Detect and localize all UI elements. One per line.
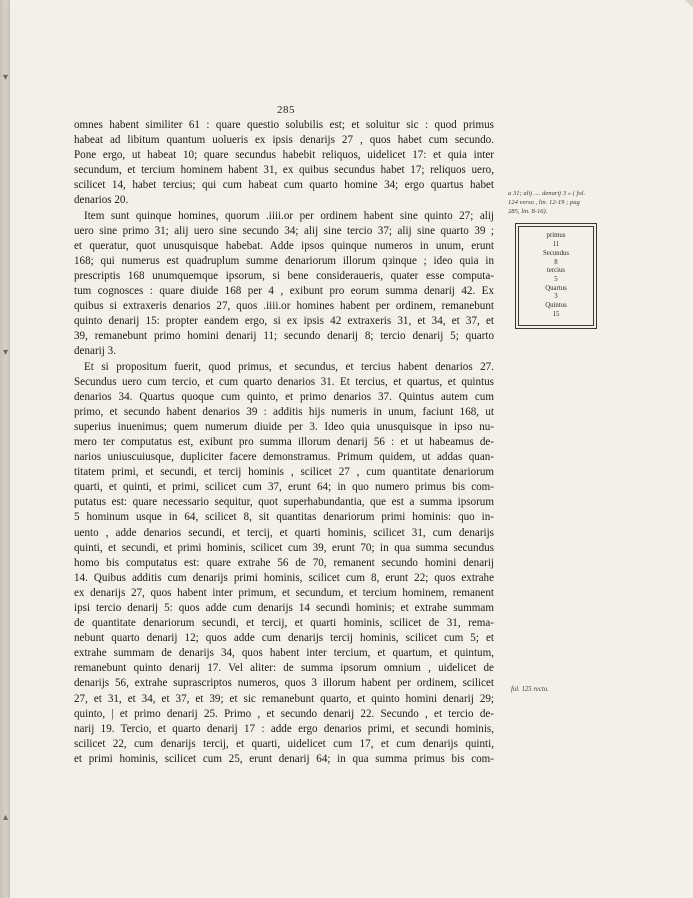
margin-note-line: 124 verso , lin. 12-19 ; pag [508, 199, 580, 207]
text-line: Item sunt quinque homines, quorum .iiii.or per ordinem habent sine quinto 27; alij [84, 209, 494, 222]
margin-summary-list [518, 226, 594, 326]
margin-box-entry: Secundus [542, 249, 570, 257]
text-line: homo bis computatus est: quare extrahe 56 de 70, remanent secundo homini denarij [74, 556, 494, 569]
margin-note-line: 285, lin. 8-16). [508, 208, 548, 216]
binding-arrow-icon: ▴ [3, 812, 9, 823]
text-line: denarijs 56, extrahe suprascriptos numeros, quos 3 illorum habent per ordinem, scilicet [74, 677, 494, 690]
page-edge [0, 0, 10, 898]
margin-box-entry: 8 [554, 258, 558, 266]
text-line: Pone ergo, ut habeat 10; quare secundus habebit reliquos, uidelicet 17: et quia inter [74, 149, 494, 162]
text-line: ex denarijs 27, quos habent inter primum, et secundum, et tercium hominem, remanent [74, 586, 494, 599]
text-line: titatem primi, et secundi, et tercij hominis , scilicet 27 , cum quantitate denariorum [74, 466, 494, 479]
margin-box-entry: Quintus [545, 302, 567, 310]
margin-box-entry: tercius [546, 267, 566, 275]
text-line: narios uniuscuiusque, dupliciter facere demonstramus. Primum quidem, ut addas quan- [74, 451, 494, 464]
text-line: et primi hominis, scilicet cum 25, erunt denarij 64; in qua summa primus bis com- [74, 752, 494, 765]
margin-box-entry: Quartus [545, 284, 567, 292]
text-line: 168; qui numerus est quadruplum summe denariorum illorum qзinque ; ideo quia in [74, 254, 494, 267]
text-line: putatus est: quare necessario sequitur, quot superhabundantia, que est a summa ipsorum [74, 496, 494, 509]
margin-summary-box [515, 223, 597, 329]
body-text [74, 118, 494, 767]
text-line: denarij 3. [74, 345, 116, 358]
margin-box-entry: 3 [554, 293, 558, 301]
folio-note: fol. 125 recto. [511, 686, 549, 693]
text-line: Et si propositum fuerit, quod primus, et secundus, et tercius habent denarios 27. [84, 360, 494, 373]
text-line: scilicet 22, cum denarijs tercij, et quarti, uidelicet cum 17, et cum denarijs quinti, [74, 737, 494, 750]
text-line: denarios 34. Quartus quoque cum quinto, et primo denarios 37. Quintus autem cum [74, 390, 494, 403]
text-line: tum cognosces : quare diuide 168 per 4 , exibunt pro eorum summa denarij 42. Ex [74, 285, 494, 298]
text-line: uento , adde denarios secundi, et tercij, et quarti hominis, scilicet 31, cum denarijs [74, 526, 494, 539]
binding-arrow-icon: ▾ [3, 347, 9, 358]
text-line: 27, et 31, et 34, et 37, et 39; et sic remanebunt quarto, et quinto homini denarij 29; [74, 692, 494, 705]
text-line: de quantitate denariorum secundi, et tercij, et quarti hominis, scilicet de 31, rema- [74, 617, 494, 630]
text-line: primo, et secundo habent denarios 39 : additis hijs numeris in unum, faciunt 168, ut [74, 405, 494, 418]
text-line: omnes habent similiter 61 : quare questio solubilis est; et soluitur sic : quod primus [74, 119, 494, 131]
text-line: quinto, | et primo denarij 25. Primo , et secundo denarij 22. Secundo , et tercio de- [74, 707, 494, 720]
margin-note [508, 189, 618, 217]
text-line: nebunt quarto denarij 12; quos adde cum denarijs tercij hominis, scilicet cum 5; et [74, 632, 494, 645]
text-line: quinti, et secundi, et primi hominis, scilicet cum 39, erunt 70; in qua summa secundus [74, 541, 494, 554]
margin-box-entry: primus [546, 232, 566, 240]
text-line: quinto denarij 15: propter eandem ergo, si ex ipsis 42 extraxeris 31, et 34, et 37, et [74, 315, 494, 328]
text-line: uero sine primo 31; alij uero sine secundo 34; alij sine tercio 37; alij sine quarto 39 ; [74, 224, 494, 237]
margin-box-entry: 11 [552, 241, 560, 249]
text-line: mero ter computatus est, exibunt pro summa illorum denarij 56 : et ut habeamus de- [74, 435, 494, 448]
binding-arrow-icon: ▾ [3, 72, 9, 83]
page-number: 285 [277, 104, 295, 116]
text-line: et queratur, quot unusquisque habebat. Adde ipsos quinque numeros in unum, erunt [74, 239, 494, 252]
text-line: 39, remanebunt primo homini denarij 11; secundo denarij 8; tercio denarij 5; quarto [74, 330, 494, 343]
text-line: Secundus uero cum tercio, et cum quarto denarios 31. Et tercius, et quartus, et quintus [74, 375, 494, 388]
text-line: ipsi tercio denarij 5: quos adde cum denarijs 14 secundi hominis; et extrahe summam [74, 602, 494, 614]
text-line: quarti, et quinti, et primi, scilicet cum 37, erunt 64; in quo numero primus bis com- [74, 481, 494, 494]
text-line: superius inuenimus; quem numerum diuide per 3. Ideo quia unusquisque in ipso nu- [74, 420, 494, 433]
margin-box-entry: 15 [552, 310, 560, 318]
margin-note-line: a 31; alij .... denarij 3 » ( fol. [508, 190, 586, 197]
text-line: remanebunt quinto denarij 17. Vel aliter: de summa ipsorum omnium , uidelicet de [74, 662, 494, 675]
margin-box-entry: 5 [554, 276, 558, 283]
text-line: quibus si extraxeris denarios 27, quos .iiii.or homines habent per ordinem, remanebunt [74, 300, 494, 313]
text-line: scilicet 14, habet tercius; qui cum habeat cum quarto homine 34; ergo quartus habet [74, 179, 494, 192]
text-line: secundum, et tercium hominem habent 31, ex quibus secundus habet 17; reliquos uero, [74, 164, 494, 177]
text-line: narij 19. Tercio, et quarto denarij 17 : adde ergo denarios primi, et secundi hominis, [74, 722, 494, 735]
text-line: 5 hominum usque in 64, scilicet 8, sit quantitas denariorum primi hominis: quo in- [74, 511, 494, 524]
text-line: habeat ad libitum quantum uolueris ex ipsis denarijs 27 , quos habet cum secundo. [74, 134, 494, 147]
page-corner [685, 0, 693, 8]
text-line: 14. Quibus additis cum denarijs primi hominis, scilicet cum 8, erunt 22; quos extrahe [74, 571, 494, 584]
text-line: denarios 20. [74, 194, 129, 207]
text-line: prescriptis 168 unumquemque ipsorum, si bene consideraueris, quater esse computa- [74, 269, 494, 282]
text-line: extrahe summam de denarijs 34, quos habent inter tercium, et quartum, et quintum, [74, 647, 494, 660]
